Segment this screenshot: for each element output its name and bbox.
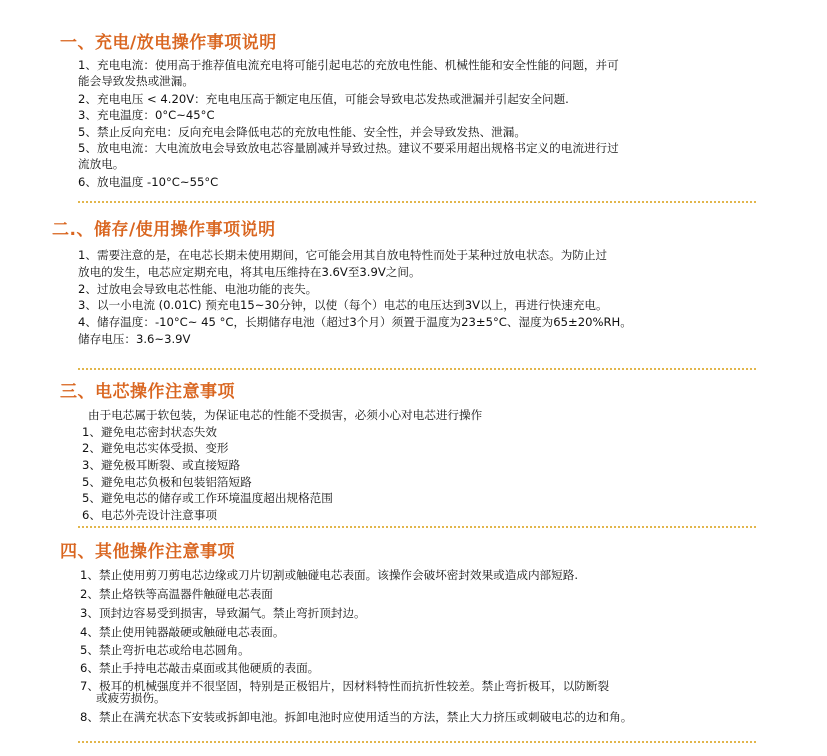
section-1-line: 流放电。 xyxy=(78,157,125,171)
section-divider xyxy=(78,368,756,370)
section-4-heading: 四、其他操作注意事项 xyxy=(60,542,235,562)
section-1-line: 3、充电温度：0°C~45°C xyxy=(78,108,215,122)
section-4-line: 1、禁止使用剪刀剪电芯边缘或刀片切割或触碰电芯表面。该操作会破坏密封效果或造成内部短路. xyxy=(80,568,579,582)
section-3-line: 6、电芯外壳设计注意事项 xyxy=(82,508,217,522)
section-4-line: 4、禁止使用钝器敲硬或触碰电芯表面。 xyxy=(80,625,285,639)
section-4-line: 8、禁止在满充状态下安装或拆卸电池。拆卸电池时应使用适当的方法，禁止大力挤压或刺破电芯的边和角。 xyxy=(80,710,633,724)
section-1-line: 2、充电电压 < 4.20V：充电电压高于额定电压值，可能会导致电芯发热或泄漏并引起安全问题. xyxy=(78,92,569,106)
section-2-line: 2、过放电会导致电芯性能、电池功能的丧失。 xyxy=(78,282,318,296)
section-3-line: 3、避免极耳断裂、或直接短路 xyxy=(82,458,241,472)
section-3-line: 2、避免电芯实体受损、变形 xyxy=(82,441,229,455)
section-2-line: 放电的发生，电芯应定期充电，将其电压维持在3.6V至3.9V之间。 xyxy=(78,265,421,279)
section-4-line: 7、极耳的机械强度并不很坚固，特别是正极铝片，因材料特性而抗折性较差。禁止弯折极耳，以防断裂 xyxy=(80,679,610,693)
section-4-line: 2、禁止烙铁等高温器件触碰电芯表面 xyxy=(80,587,273,601)
section-2-line: 4、储存温度：-10°C~ 45 °C，长期储存电池（超过3个月）须置于温度为23±5°C、湿度为65±20%RH。 xyxy=(78,315,632,329)
section-4-line: 或疲劳损伤。 xyxy=(96,691,166,705)
section-1-line: 能会导致发热或泄漏。 xyxy=(78,74,194,88)
section-3-heading: 三、电芯操作注意事项 xyxy=(60,382,235,402)
section-3-line: 由于电芯属于软包装，为保证电芯的性能不受损害，必须小心对电芯进行操作 xyxy=(88,408,483,422)
section-4-line: 6、禁止手持电芯敲击桌面或其他硬质的表面。 xyxy=(80,661,320,675)
section-1-line: 1、充电电流：使用高于推荐值电流充电将可能引起电芯的充放电性能、机械性能和安全性能的问题，并可 xyxy=(78,58,619,72)
section-1-line: 5、禁止反向充电：反向充电会降低电芯的充放电性能、安全性，并会导致发热、泄漏。 xyxy=(78,125,526,139)
section-3-line: 5、避免电芯负极和包装铝箔短路 xyxy=(82,475,252,489)
section-2-line: 3、以一小电流 (0.01C) 预充电15~30分钟，以使（每个）电芯的电压达到3V以上，再进行快速充电。 xyxy=(78,298,608,312)
section-3-line: 1、避免电芯密封状态失效 xyxy=(82,425,217,439)
section-2-heading: 二.、储存/使用操作事项说明 xyxy=(52,220,276,240)
section-divider xyxy=(78,526,756,528)
section-divider xyxy=(78,201,756,203)
section-1-line: 5、放电电流：大电流放电会导致放电芯容量剧减并导致过热。建议不要采用超出规格书定义的电流进行过 xyxy=(78,141,619,155)
section-2-line: 1、需要注意的是，在电芯长期未使用期间，它可能会用其自放电特性而处于某种过放电状态。为防止过 xyxy=(78,248,608,262)
section-2-line: 储存电压：3.6~3.9V xyxy=(78,332,191,346)
section-1-line: 6、放电温度 -10°C~55°C xyxy=(78,175,219,189)
section-4-line: 3、顶封边容易受到损害，导致漏气。禁止弯折顶封边。 xyxy=(80,606,366,620)
section-1-heading: 一、充电/放电操作事项说明 xyxy=(60,33,277,53)
section-3-line: 5、避免电芯的储存或工作环境温度超出规格范围 xyxy=(82,491,333,505)
section-divider xyxy=(78,741,756,743)
section-4-line: 5、禁止弯折电芯或给电芯圆角。 xyxy=(80,643,250,657)
